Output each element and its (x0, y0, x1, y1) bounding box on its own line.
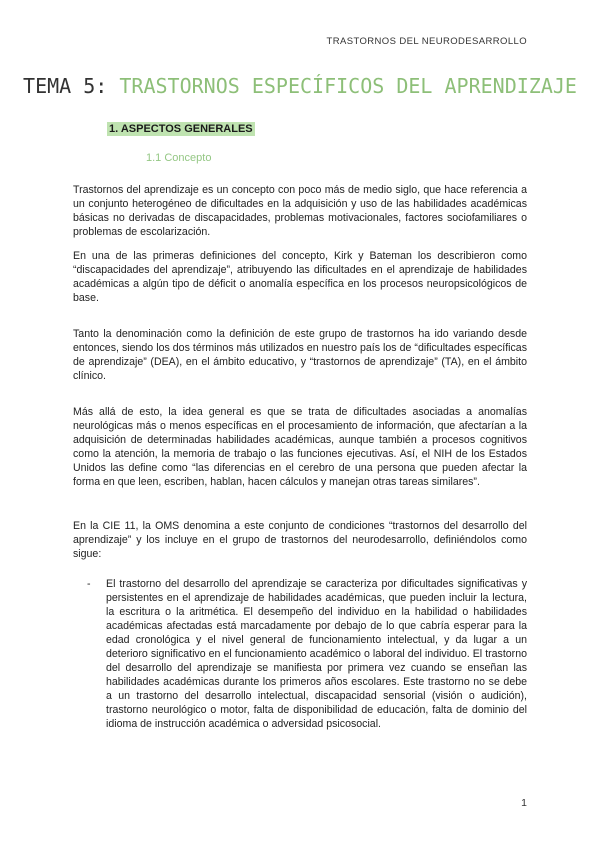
list-item-text: El trastorno del desarrollo del aprendizaje se caracteriza por dificultades significativas y persistentes en el aprendizaje de habilidades académicas, que pueden incluir la lectura, la escritura o la aritmética. El desempeño del individuo en la habilidad o habilidades académicas afectadas está marcadamente por debajo de lo que cabría esperar para la edad cronológica y el nivel general de funcionamiento intelectual, y da lugar a un deterioro significativo en el funcionamiento académico o laboral del individuo. El trastorno del desarrollo del aprendizaje se manifiesta por primera vez cuando se enseñan las habilidades académicas durante los primeros años escolares. Este trastorno no se debe a un trastorno del desarrollo intelectual, discapacidad sensorial (visión o audición), trastorno neurológico o motor, falta de disponibilidad de educación, falta de dominio del idioma de instrucción académica o adversidad psicosocial. (106, 578, 527, 730)
paragraph: Trastornos del aprendizaje es un concepto con poco más de medio siglo, que hace referencia a un conjunto heterogéneo de dificultades en la adquisición y uso de las habilidades académicas básicas no derivadas de discapacidades, problemas motivacionales, factores sociofamiliares o problemas de escolarización. (73, 184, 527, 238)
title-topic: TRASTORNOS ESPECÍFICOS DEL APRENDIZAJE (119, 74, 577, 98)
section-heading: 1. ASPECTOS GENERALES (109, 123, 253, 135)
paragraph: En una de las primeras definiciones del concepto, Kirk y Bateman los describieron como “discapacidades del aprendizaje”, atribuyendo las dificultades en el aprendizaje de habilidades académicas a algún tipo de déficit o anomalía específica en los procesos neuropsicológicos de base. (73, 250, 527, 304)
page-title (0, 74, 600, 98)
paragraph: Más allá de esto, la idea general es que se trata de dificultades asociadas a anomalías neurológicas más o menos específicas en el procesamiento de información, que afectarían a la adquisición de determinadas habilidades académicas, aunque también a procesos cognitivos como la atención, la memoria de trabajo o las funciones ejecutivas. Así, el NIH de los Estados Unidos las define como “las diferencias en el cerebro de una persona que pueden afectar la forma en que leen, escriben, hablan, hacen cálculos y manejan otras tareas similares”. (73, 406, 527, 488)
title-prefix: TEMA 5: (23, 74, 108, 98)
list-item (87, 577, 527, 731)
running-header: TRASTORNOS DEL NEURODESARROLLO (326, 36, 527, 47)
definition-list (87, 577, 527, 731)
subsection-heading: 1.1 Concepto (146, 152, 212, 164)
page-number: 1 (521, 797, 527, 809)
paragraph: Tanto la denominación como la definición de este grupo de trastornos ha ido variando desde entonces, siendo los dos términos más utilizados en nuestro país los de “dificultades específicas de aprendizaje” (DEA), en el ámbito educativo, y “trastornos de aprendizaje” (TA), en el ámbito clínico. (73, 328, 527, 382)
list-bullet: - (87, 578, 91, 590)
paragraph: En la CIE 11, la OMS denomina a este conjunto de condiciones “trastornos del desarrollo del aprendizaje” y los incluye en el grupo de trastornos del neurodesarrollo, definiéndolos como sigue: (73, 520, 527, 560)
